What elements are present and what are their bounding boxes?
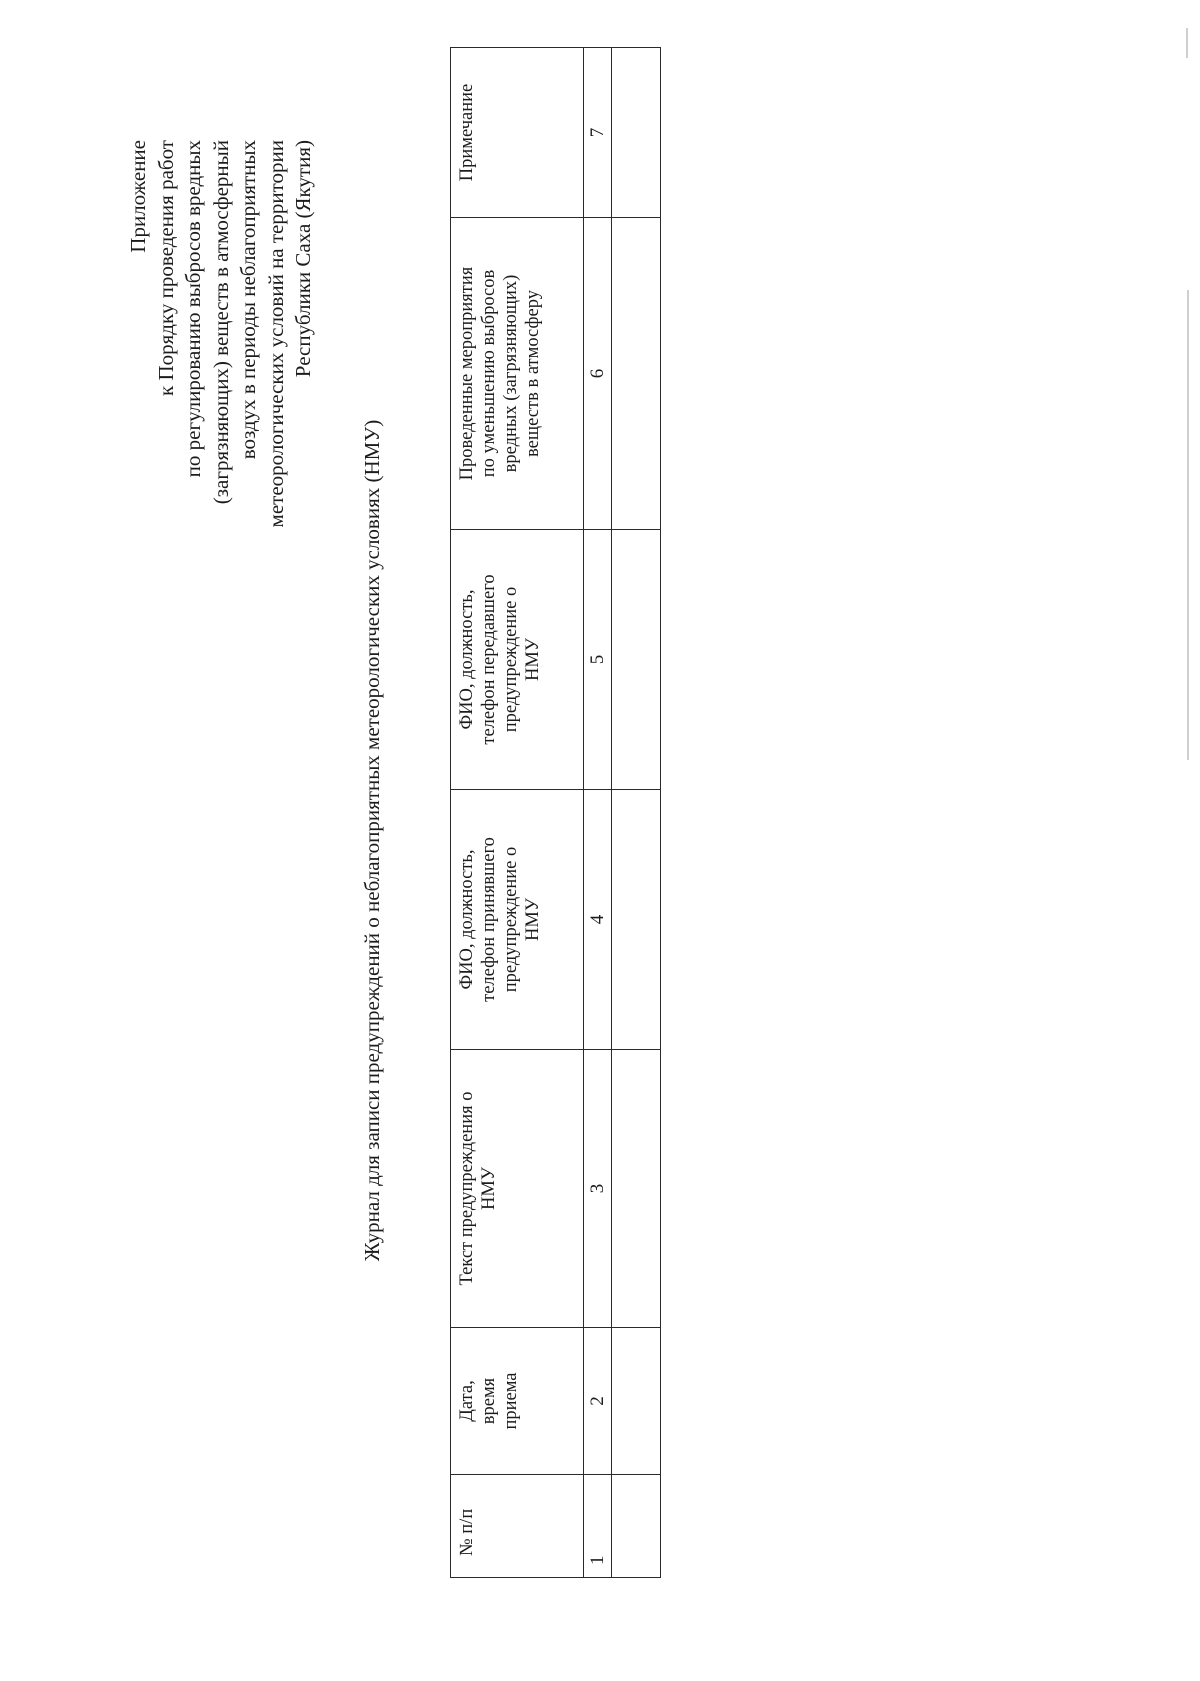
- table-cell: [612, 1475, 661, 1578]
- col-header-sender: [451, 530, 584, 790]
- table-cell: [612, 530, 661, 790]
- table-cell: [612, 790, 661, 1050]
- col-header-note: [451, 48, 584, 218]
- appendix-line: (загрязняющих) веществ в атмосферный: [208, 140, 233, 505]
- col-header-text: Дата, время приема: [457, 1372, 521, 1430]
- col-header-text: Проведенные мероприятия по уменьшению выбросов вредных (загрязняющих) веществ в атмосферу: [457, 266, 543, 481]
- column-number: 2: [584, 1328, 612, 1475]
- col-header-measures: [451, 218, 584, 530]
- col-header-warning-text: [451, 1050, 584, 1328]
- column-number: 1: [584, 1475, 612, 1578]
- appendix-header: [125, 140, 318, 660]
- col-header-text: ФИО, должность, телефон передавшего предупреждение о НМУ: [457, 574, 543, 745]
- col-header-text: Примечание: [457, 83, 477, 182]
- table-cell: [612, 48, 661, 218]
- column-number: 5: [584, 530, 612, 790]
- column-number-row: [584, 48, 612, 1578]
- appendix-line: Приложение: [126, 140, 150, 253]
- appendix-line: по регулированию выбросов вредных: [181, 140, 205, 478]
- col-header-text: № п/п: [457, 1508, 477, 1556]
- col-header-text: Текст предупреждения о НМУ: [457, 1091, 499, 1286]
- appendix-line: к Порядку проведения работ: [153, 140, 178, 396]
- table-empty-row: [612, 48, 661, 1578]
- col-header-date: [451, 1328, 584, 1475]
- column-number: 3: [584, 1050, 612, 1328]
- col-header-receiver: [451, 790, 584, 1050]
- table-header-row: [451, 48, 584, 1578]
- appendix-line: Республики Саха (Якутия): [291, 140, 315, 378]
- column-number: 7: [584, 48, 612, 218]
- table-cell: [612, 218, 661, 530]
- col-header-number: [451, 1475, 584, 1578]
- column-number: 6: [584, 218, 612, 530]
- col-header-text: ФИО, должность, телефон принявшего предупреждение о НМУ: [457, 837, 543, 1002]
- appendix-line: воздух в периоды неблагоприятных: [236, 140, 260, 460]
- column-number: 4: [584, 790, 612, 1050]
- journal-table: [450, 47, 661, 1578]
- appendix-line: метеорологических условий на территории: [263, 140, 288, 528]
- journal-title: Журнал для записи предупреждений о неблагоприятных метеорологических условиях (НМУ): [360, 419, 384, 1262]
- table-cell: [612, 1050, 661, 1328]
- table-cell: [612, 1328, 661, 1475]
